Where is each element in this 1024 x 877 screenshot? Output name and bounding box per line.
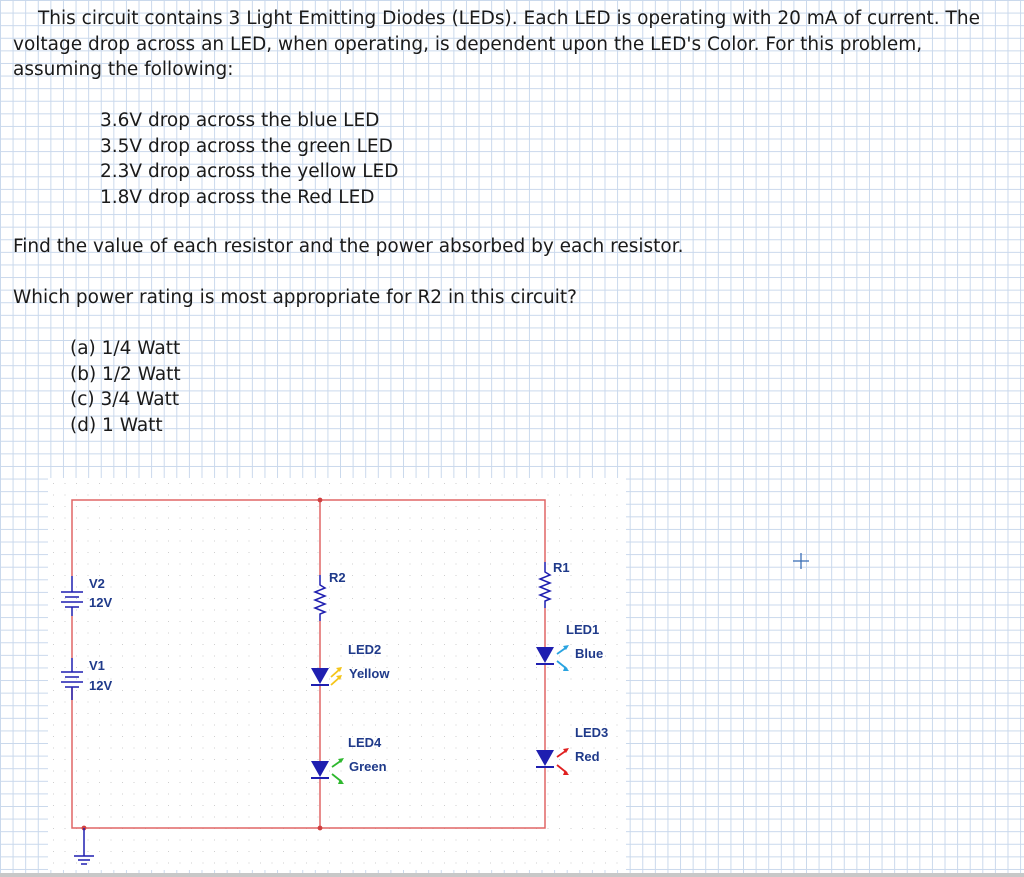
drop-yellow: 2.3V drop across the yellow LED (100, 161, 399, 182)
intro-line-2: voltage drop across an LED, when operating, is dependent upon the LED's Color. For this problem, (13, 33, 923, 55)
led1-name-label: LED1 (566, 622, 600, 637)
voltage-drop-list (100, 108, 398, 210)
drop-green: 3.5V drop across the green LED (100, 135, 393, 157)
r1-label: R1 (553, 560, 570, 575)
plus-cursor-icon (792, 552, 810, 570)
led2-color-label: Yellow (349, 666, 390, 681)
v2-value-label: 12V (89, 595, 113, 610)
option-a: (a) 1/4 Watt (70, 338, 181, 359)
led3-name-label: LED3 (575, 725, 609, 740)
r2-label: R2 (329, 570, 346, 585)
problem-intro (13, 6, 1013, 83)
junction-top (318, 498, 323, 503)
option-b: (b) 1/2 Watt (70, 363, 181, 385)
question-find-resistors: Find the value of each resistor and the power absorbed by each resistor. (13, 236, 684, 257)
led4-color-label: Green (349, 759, 387, 774)
intro-line-1: This circuit contains 3 Light Emitting Diodes (LEDs). Each LED is operating with 20 mA of current. The (38, 8, 980, 29)
answer-options (70, 336, 181, 438)
option-c: (c) 3/4 Watt (70, 389, 180, 410)
led4-name-label: LED4 (348, 735, 382, 750)
v1-value-label: 12V (89, 678, 113, 693)
led1-color-label: Blue (575, 646, 604, 661)
drop-blue: 3.6V drop across the blue LED (100, 110, 380, 131)
v1-name-label: V1 (89, 658, 105, 673)
bottom-scroll-edge (0, 873, 1024, 877)
circuit-diagram (48, 478, 626, 870)
intro-line-3: assuming the following: (13, 59, 234, 80)
junction-bottom-mid (318, 826, 323, 831)
led3-color-label: Red (575, 749, 600, 764)
led2-name-label: LED2 (348, 642, 382, 657)
schematic-dot-grid (48, 478, 626, 870)
drop-red: 1.8V drop across the Red LED (100, 186, 375, 208)
question-power-rating: Which power rating is most appropriate for R2 in this circuit? (13, 287, 577, 308)
option-d: (d) 1 Watt (70, 414, 163, 436)
v2-name-label: V2 (89, 576, 105, 591)
